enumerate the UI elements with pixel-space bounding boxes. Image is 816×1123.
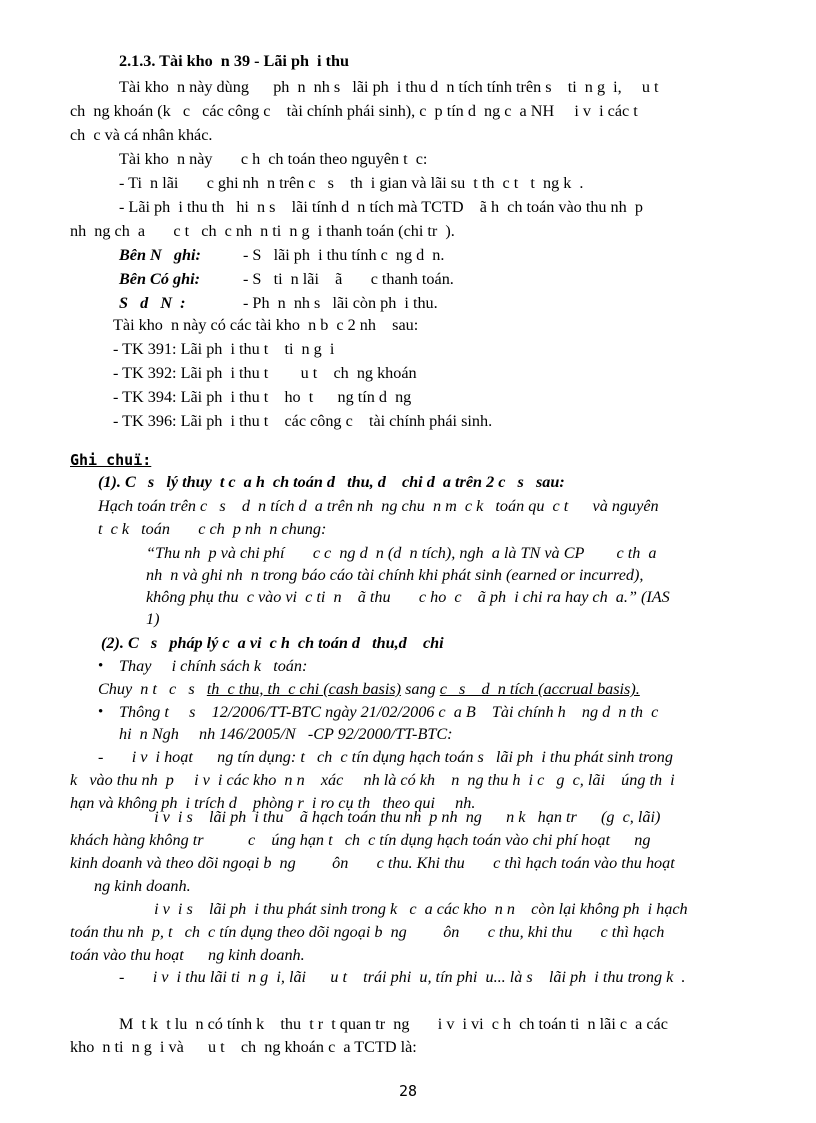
subaccount-394: - TK 394: Lãi ph i thu t ho t ng tín d ng [113, 388, 412, 406]
credit-para-1: - i v i hoạt ng tín dụng: t ch c tín dụng hạch toán s lãi ph i thu phát sinh trong [98, 748, 673, 766]
deposit-para: - i v i thu lãi ti n g i, lãi u t trái phi u, tín phi u... là s lãi ph i thu trong k . [119, 968, 686, 986]
change-prefix: Chuy n t c s [98, 680, 207, 698]
point1-heading: (1). C s lý thuy t c a h ch toán d thu, d chi d a trên 2 c s sau: [98, 473, 565, 491]
point1-body-1: Hạch toán trên c s d n tích d a trên nh ng chu n m c k toán qu c t và nguyên [98, 497, 659, 515]
circular-line-1: Thông t s 12/2006/TT-BTC ngày 21/02/2006 c a B Tài chính h ng d n th c [119, 703, 659, 721]
intro-line-3: ch c và cá nhân khác. [70, 126, 213, 144]
intro-line-2: ch ng khoán (k c các công c tài chính phái sinh), c p tín d ng c a NH i v i các t [70, 102, 638, 120]
quote-line-3: không phụ thu c vào vi c ti n ã thu c ho c ã ph i chi ra hay ch a.” (IAS [146, 588, 670, 606]
closing-line-1: M t k t lu n có tính k thu t r t quan tr ng i v i vi c h ch toán ti n lãi c a các [119, 1015, 668, 1033]
notes-title: Ghi chuï: [70, 451, 152, 469]
change-mid: sang [401, 680, 440, 698]
subaccount-392: - TK 392: Lãi ph i thu t u t ch ng khoán [113, 364, 417, 382]
debit-text: - S lãi ph i thu tính c ng d n. [243, 246, 445, 264]
other-para-3: toán vào thu hoạt ng kinh doanh. [70, 946, 305, 964]
point2-heading: (2). C s pháp lý c a vi c h ch toán d thu,d chi [101, 634, 444, 652]
credit-para-2: k vào thu nh p i v i các kho n n xác nh là có kh n ng thu h i c g c, lãi úng th i [70, 771, 675, 789]
cash-basis: th c thu, th c chi (cash basis) [206, 680, 402, 698]
other-para-1: i v i s lãi ph i thu phát sinh trong k c a các kho n n còn lại không ph i hạch [146, 900, 688, 918]
point1-body-2: t c k toán c ch p nh n chung: [98, 520, 327, 538]
credit-text: - S ti n lãi ã c thanh toán. [243, 270, 454, 288]
principle-intro: Tài kho n này c h ch toán theo nguyên t c: [119, 150, 428, 168]
overdue-para-3: kinh doanh và theo dõi ngoại b ng ôn c thu. Khi thu c thì hạch toán vào thu hoạt [70, 854, 675, 872]
principle-2-cont: nh ng ch a c t ch c nh n ti n g i thanh toán (chi tr ). [70, 222, 455, 240]
balance-text: - Ph n nh s lãi còn ph i thu. [243, 294, 438, 312]
credit-label: Bên Có ghi: [119, 270, 200, 288]
overdue-para-1: i v i s lãi ph i thu ã hạch toán thu nh p nh ng n k hạn tr (g c, lãi) [146, 808, 661, 826]
subaccount-391: - TK 391: Lãi ph i thu t ti n g i [113, 340, 335, 358]
closing-line-2: kho n ti n g i và u t ch ng khoán c a TCTD là: [70, 1038, 417, 1056]
bullet-icon: • [98, 704, 104, 720]
other-para-2: toán thu nh p, t ch c tín dụng theo dõi ngoại b ng ôn c thu, khi thu c thì hạch [70, 923, 665, 941]
intro-line-1: Tài kho n này dùng ph n nh s lãi ph i thu d n tích tính trên s ti n g i, u t [119, 78, 659, 96]
debit-label: Bên N ghi: [119, 246, 201, 264]
accrual-basis: c s d n tích (accrual basis). [439, 680, 640, 698]
page-number: 28 [399, 1082, 418, 1100]
bullet-icon: • [98, 658, 104, 674]
overdue-para-4: ng kinh doanh. [94, 877, 191, 895]
section-heading: 2.1.3. Tài kho n 39 - Lãi ph i thu [119, 52, 349, 70]
accounting-change-line [98, 678, 640, 700]
circular-line-2: hi n Ngh nh 146/2005/N -CP 92/2000/TT-BTC: [119, 725, 453, 743]
quote-line-4: 1) [146, 610, 160, 628]
principle-1: - Ti n lãi c ghi nh n trên c s th i gian và lãi su t th c t t ng k . [119, 174, 584, 192]
subaccount-396: - TK 396: Lãi ph i thu t các công c tài chính phái sinh. [113, 412, 493, 430]
credit-para-3: hạn và không ph i trích d phòng r i ro cụ th theo qui nh. [70, 794, 476, 812]
quote-line-2: nh n và ghi nh n trong báo cáo tài chính khi phát sinh (earned or incurred), [146, 566, 644, 584]
bullet1-text: Thay i chính sách k toán: [119, 657, 308, 675]
principle-2: - Lãi ph i thu th hi n s lãi tính d n tích mà TCTD ã h ch toán vào thu nh p [119, 198, 643, 216]
quote-line-1: “Thu nh p và chi phí c c ng d n (d n tích), ngh a là TN và CP c th a [146, 544, 657, 562]
overdue-para-2: khách hàng không tr c úng hạn t ch c tín dụng hạch toán vào chi phí hoạt ng [70, 831, 651, 849]
balance-label: S d N : [119, 294, 186, 312]
subaccounts-intro: Tài kho n này có các tài kho n b c 2 nh sau: [113, 316, 419, 334]
